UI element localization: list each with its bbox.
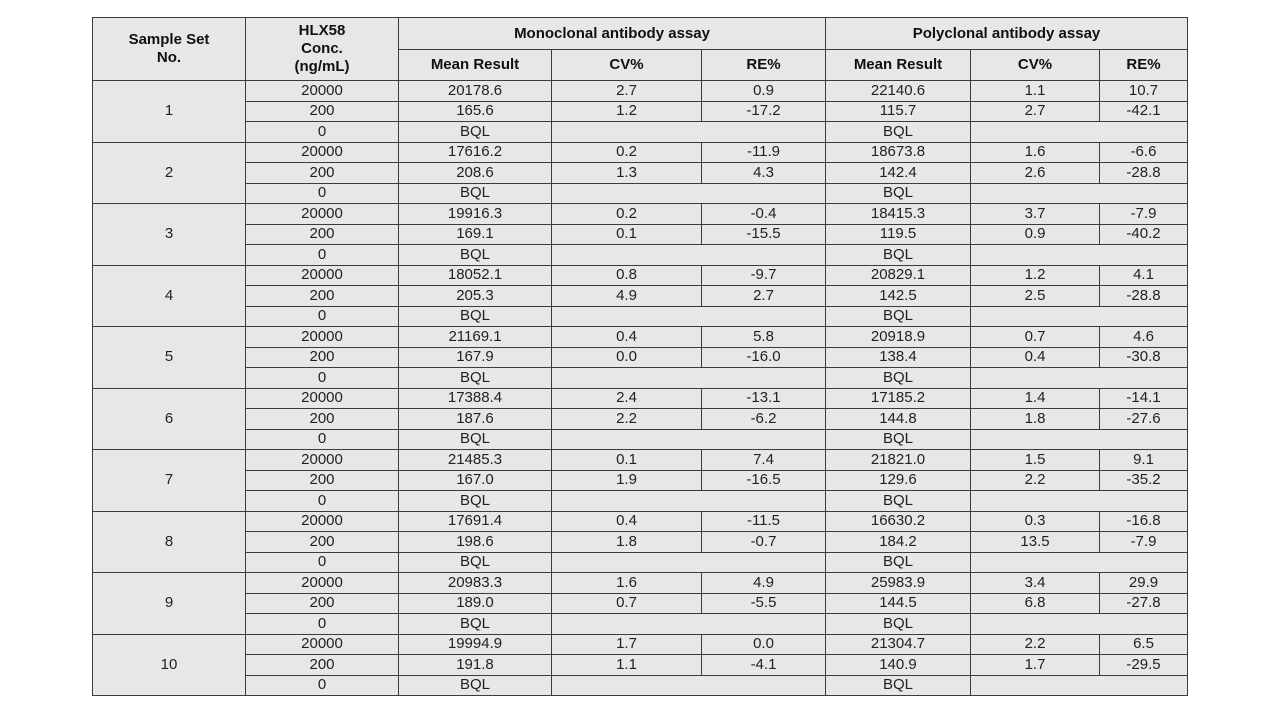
poly-mean-cell: BQL <box>826 245 971 266</box>
table-row <box>93 552 1188 573</box>
poly-cv-cell: 1.2 <box>971 265 1100 286</box>
mono-re-cell: 0.9 <box>702 81 826 102</box>
conc-cell: 0 <box>246 368 399 389</box>
conc-cell: 20000 <box>246 573 399 594</box>
poly-mean-cell: 138.4 <box>826 347 971 368</box>
conc-cell: 20000 <box>246 327 399 348</box>
poly-cv-cell: 1.7 <box>971 655 1100 676</box>
conc-cell: 0 <box>246 552 399 573</box>
poly-empty-cell <box>971 306 1188 327</box>
poly-re-cell: -16.8 <box>1100 511 1188 532</box>
poly-mean-cell: 129.6 <box>826 470 971 491</box>
table-row <box>93 224 1188 245</box>
poly-re-cell: -27.8 <box>1100 593 1188 614</box>
header-sample-set: Sample Set No. <box>93 18 246 81</box>
poly-mean-cell: BQL <box>826 306 971 327</box>
poly-cv-cell: 1.1 <box>971 81 1100 102</box>
poly-cv-cell: 2.2 <box>971 470 1100 491</box>
header-polyclonal-assay: Polyclonal antibody assay <box>826 18 1188 50</box>
mono-cv-cell: 4.9 <box>552 286 702 307</box>
mono-cv-cell: 0.0 <box>552 347 702 368</box>
poly-re-cell: -27.6 <box>1100 409 1188 430</box>
poly-re-cell: 6.5 <box>1100 634 1188 655</box>
mono-empty-cell <box>552 429 826 450</box>
table-row <box>93 511 1188 532</box>
conc-cell: 0 <box>246 429 399 450</box>
mono-mean-cell: BQL <box>399 183 552 204</box>
table-row <box>93 573 1188 594</box>
mono-cv-cell: 1.9 <box>552 470 702 491</box>
header-poly-cv: CV% <box>971 50 1100 81</box>
poly-cv-cell: 1.4 <box>971 388 1100 409</box>
poly-mean-cell: BQL <box>826 675 971 696</box>
poly-mean-cell: 115.7 <box>826 101 971 122</box>
table-row <box>93 634 1188 655</box>
conc-cell: 200 <box>246 224 399 245</box>
mono-cv-cell: 0.1 <box>552 450 702 471</box>
poly-mean-cell: BQL <box>826 183 971 204</box>
mono-re-cell: -11.9 <box>702 142 826 163</box>
mono-re-cell: -0.4 <box>702 204 826 225</box>
mono-empty-cell <box>552 245 826 266</box>
poly-cv-cell: 1.6 <box>971 142 1100 163</box>
mono-re-cell: -17.2 <box>702 101 826 122</box>
mono-mean-cell: 198.6 <box>399 532 552 553</box>
poly-mean-cell: 21821.0 <box>826 450 971 471</box>
conc-cell: 0 <box>246 306 399 327</box>
table-row <box>93 368 1188 389</box>
table-row <box>93 286 1188 307</box>
mono-re-cell: -9.7 <box>702 265 826 286</box>
conc-cell: 200 <box>246 286 399 307</box>
poly-mean-cell: 17185.2 <box>826 388 971 409</box>
mono-re-cell: -5.5 <box>702 593 826 614</box>
poly-mean-cell: BQL <box>826 614 971 635</box>
mono-cv-cell: 1.6 <box>552 573 702 594</box>
mono-cv-cell: 1.3 <box>552 163 702 184</box>
table-row <box>93 675 1188 696</box>
mono-re-cell: 0.0 <box>702 634 826 655</box>
conc-cell: 200 <box>246 655 399 676</box>
poly-cv-cell: 2.6 <box>971 163 1100 184</box>
mono-cv-cell: 1.2 <box>552 101 702 122</box>
mono-mean-cell: BQL <box>399 675 552 696</box>
table-row <box>93 142 1188 163</box>
poly-mean-cell: 20918.9 <box>826 327 971 348</box>
table-row <box>93 245 1188 266</box>
poly-empty-cell <box>971 368 1188 389</box>
mono-mean-cell: 20178.6 <box>399 81 552 102</box>
sample-set-no: 1 <box>93 81 246 143</box>
sample-set-no: 8 <box>93 511 246 573</box>
poly-mean-cell: BQL <box>826 429 971 450</box>
mono-re-cell: -16.5 <box>702 470 826 491</box>
mono-mean-cell: BQL <box>399 368 552 389</box>
conc-cell: 20000 <box>246 142 399 163</box>
poly-cv-cell: 1.5 <box>971 450 1100 471</box>
poly-empty-cell <box>971 675 1188 696</box>
table-row <box>93 204 1188 225</box>
poly-re-cell: -7.9 <box>1100 204 1188 225</box>
poly-mean-cell: 18673.8 <box>826 142 971 163</box>
conc-cell: 200 <box>246 532 399 553</box>
mono-mean-cell: 205.3 <box>399 286 552 307</box>
poly-mean-cell: 22140.6 <box>826 81 971 102</box>
mono-mean-cell: 17616.2 <box>399 142 552 163</box>
mono-cv-cell: 2.7 <box>552 81 702 102</box>
poly-mean-cell: 142.5 <box>826 286 971 307</box>
table-body <box>93 81 1188 696</box>
table-row <box>93 614 1188 635</box>
mono-mean-cell: BQL <box>399 491 552 512</box>
sample-set-no: 5 <box>93 327 246 389</box>
header-mono-cv: CV% <box>552 50 702 81</box>
poly-mean-cell: BQL <box>826 122 971 143</box>
poly-cv-cell: 0.3 <box>971 511 1100 532</box>
table-row <box>93 122 1188 143</box>
header-monoclonal-assay: Monoclonal antibody assay <box>399 18 826 50</box>
poly-cv-cell: 2.2 <box>971 634 1100 655</box>
mono-mean-cell: 165.6 <box>399 101 552 122</box>
mono-mean-cell: 21169.1 <box>399 327 552 348</box>
conc-cell: 20000 <box>246 265 399 286</box>
table-row <box>93 347 1188 368</box>
poly-cv-cell: 13.5 <box>971 532 1100 553</box>
poly-cv-cell: 0.7 <box>971 327 1100 348</box>
mono-mean-cell: BQL <box>399 552 552 573</box>
mono-mean-cell: 187.6 <box>399 409 552 430</box>
poly-re-cell: -29.5 <box>1100 655 1188 676</box>
conc-cell: 200 <box>246 593 399 614</box>
table-row <box>93 327 1188 348</box>
poly-empty-cell <box>971 245 1188 266</box>
results-table <box>92 17 1188 696</box>
poly-mean-cell: BQL <box>826 552 971 573</box>
mono-cv-cell: 2.4 <box>552 388 702 409</box>
poly-mean-cell: 140.9 <box>826 655 971 676</box>
mono-re-cell: 4.3 <box>702 163 826 184</box>
mono-mean-cell: 191.8 <box>399 655 552 676</box>
poly-empty-cell <box>971 552 1188 573</box>
conc-cell: 20000 <box>246 634 399 655</box>
conc-cell: 20000 <box>246 388 399 409</box>
mono-mean-cell: BQL <box>399 245 552 266</box>
table-row <box>93 388 1188 409</box>
conc-cell: 0 <box>246 675 399 696</box>
mono-empty-cell <box>552 183 826 204</box>
mono-mean-cell: 19916.3 <box>399 204 552 225</box>
mono-re-cell: -0.7 <box>702 532 826 553</box>
mono-cv-cell: 0.4 <box>552 511 702 532</box>
table-row <box>93 470 1188 491</box>
poly-cv-cell: 0.9 <box>971 224 1100 245</box>
poly-mean-cell: BQL <box>826 491 971 512</box>
header-poly-mean-result: Mean Result <box>826 50 971 81</box>
conc-cell: 0 <box>246 491 399 512</box>
poly-empty-cell <box>971 122 1188 143</box>
mono-mean-cell: 21485.3 <box>399 450 552 471</box>
mono-mean-cell: 20983.3 <box>399 573 552 594</box>
header-mono-re: RE% <box>702 50 826 81</box>
poly-cv-cell: 1.8 <box>971 409 1100 430</box>
poly-cv-cell: 3.4 <box>971 573 1100 594</box>
poly-re-cell: 10.7 <box>1100 81 1188 102</box>
poly-re-cell: -7.9 <box>1100 532 1188 553</box>
poly-mean-cell: 144.8 <box>826 409 971 430</box>
header-poly-re: RE% <box>1100 50 1188 81</box>
poly-re-cell: -30.8 <box>1100 347 1188 368</box>
table-row <box>93 163 1188 184</box>
table-row <box>93 655 1188 676</box>
table-row <box>93 183 1188 204</box>
mono-cv-cell: 0.4 <box>552 327 702 348</box>
poly-re-cell: -28.8 <box>1100 286 1188 307</box>
poly-re-cell: -14.1 <box>1100 388 1188 409</box>
mono-mean-cell: 167.0 <box>399 470 552 491</box>
poly-re-cell: -40.2 <box>1100 224 1188 245</box>
mono-mean-cell: 17388.4 <box>399 388 552 409</box>
conc-cell: 200 <box>246 347 399 368</box>
mono-empty-cell <box>552 122 826 143</box>
mono-re-cell: -6.2 <box>702 409 826 430</box>
mono-re-cell: -13.1 <box>702 388 826 409</box>
mono-mean-cell: BQL <box>399 429 552 450</box>
poly-mean-cell: 144.5 <box>826 593 971 614</box>
sample-set-no: 7 <box>93 450 246 512</box>
poly-re-cell: 29.9 <box>1100 573 1188 594</box>
table-row <box>93 532 1188 553</box>
mono-cv-cell: 1.1 <box>552 655 702 676</box>
mono-mean-cell: 18052.1 <box>399 265 552 286</box>
poly-re-cell: -42.1 <box>1100 101 1188 122</box>
poly-empty-cell <box>971 614 1188 635</box>
mono-cv-cell: 1.7 <box>552 634 702 655</box>
mono-empty-cell <box>552 552 826 573</box>
mono-mean-cell: BQL <box>399 122 552 143</box>
poly-empty-cell <box>971 491 1188 512</box>
mono-re-cell: -11.5 <box>702 511 826 532</box>
poly-cv-cell: 2.7 <box>971 101 1100 122</box>
poly-cv-cell: 3.7 <box>971 204 1100 225</box>
conc-cell: 20000 <box>246 204 399 225</box>
conc-cell: 20000 <box>246 450 399 471</box>
mono-cv-cell: 1.8 <box>552 532 702 553</box>
poly-empty-cell <box>971 183 1188 204</box>
table-row <box>93 429 1188 450</box>
table-row <box>93 593 1188 614</box>
table-row <box>93 491 1188 512</box>
mono-re-cell: -4.1 <box>702 655 826 676</box>
mono-re-cell: 4.9 <box>702 573 826 594</box>
mono-mean-cell: 17691.4 <box>399 511 552 532</box>
poly-mean-cell: 142.4 <box>826 163 971 184</box>
mono-mean-cell: 208.6 <box>399 163 552 184</box>
mono-cv-cell: 0.8 <box>552 265 702 286</box>
conc-cell: 0 <box>246 245 399 266</box>
poly-mean-cell: 119.5 <box>826 224 971 245</box>
mono-cv-cell: 0.2 <box>552 142 702 163</box>
poly-mean-cell: BQL <box>826 368 971 389</box>
conc-cell: 20000 <box>246 511 399 532</box>
sample-set-no: 3 <box>93 204 246 266</box>
mono-re-cell: 7.4 <box>702 450 826 471</box>
mono-empty-cell <box>552 368 826 389</box>
table-row <box>93 265 1188 286</box>
poly-cv-cell: 6.8 <box>971 593 1100 614</box>
poly-re-cell: 9.1 <box>1100 450 1188 471</box>
poly-mean-cell: 25983.9 <box>826 573 971 594</box>
mono-cv-cell: 0.7 <box>552 593 702 614</box>
mono-cv-cell: 0.1 <box>552 224 702 245</box>
conc-cell: 200 <box>246 409 399 430</box>
sample-set-no: 2 <box>93 142 246 204</box>
conc-cell: 0 <box>246 122 399 143</box>
conc-cell: 20000 <box>246 81 399 102</box>
poly-mean-cell: 16630.2 <box>826 511 971 532</box>
poly-re-cell: 4.1 <box>1100 265 1188 286</box>
sample-set-no: 6 <box>93 388 246 450</box>
table-row <box>93 81 1188 102</box>
conc-cell: 0 <box>246 183 399 204</box>
mono-mean-cell: BQL <box>399 614 552 635</box>
mono-re-cell: 5.8 <box>702 327 826 348</box>
poly-mean-cell: 21304.7 <box>826 634 971 655</box>
mono-mean-cell: 189.0 <box>399 593 552 614</box>
mono-empty-cell <box>552 675 826 696</box>
mono-mean-cell: BQL <box>399 306 552 327</box>
poly-mean-cell: 20829.1 <box>826 265 971 286</box>
poly-re-cell: -6.6 <box>1100 142 1188 163</box>
conc-cell: 200 <box>246 470 399 491</box>
poly-mean-cell: 18415.3 <box>826 204 971 225</box>
poly-re-cell: 4.6 <box>1100 327 1188 348</box>
mono-cv-cell: 0.2 <box>552 204 702 225</box>
mono-mean-cell: 169.1 <box>399 224 552 245</box>
mono-re-cell: -15.5 <box>702 224 826 245</box>
mono-re-cell: -16.0 <box>702 347 826 368</box>
table-row <box>93 101 1188 122</box>
poly-re-cell: -28.8 <box>1100 163 1188 184</box>
mono-empty-cell <box>552 491 826 512</box>
poly-empty-cell <box>971 429 1188 450</box>
poly-mean-cell: 184.2 <box>826 532 971 553</box>
sample-set-no: 9 <box>93 573 246 635</box>
header-conc: HLX58 Conc. (ng/mL) <box>246 18 399 81</box>
sample-set-no: 4 <box>93 265 246 327</box>
mono-empty-cell <box>552 306 826 327</box>
mono-mean-cell: 19994.9 <box>399 634 552 655</box>
poly-cv-cell: 2.5 <box>971 286 1100 307</box>
header-mono-mean-result: Mean Result <box>399 50 552 81</box>
mono-re-cell: 2.7 <box>702 286 826 307</box>
table-row <box>93 306 1188 327</box>
conc-cell: 200 <box>246 163 399 184</box>
mono-cv-cell: 2.2 <box>552 409 702 430</box>
table-row <box>93 409 1188 430</box>
conc-cell: 200 <box>246 101 399 122</box>
mono-mean-cell: 167.9 <box>399 347 552 368</box>
poly-re-cell: -35.2 <box>1100 470 1188 491</box>
sample-set-no: 10 <box>93 634 246 696</box>
poly-cv-cell: 0.4 <box>971 347 1100 368</box>
table-row <box>93 450 1188 471</box>
mono-empty-cell <box>552 614 826 635</box>
conc-cell: 0 <box>246 614 399 635</box>
